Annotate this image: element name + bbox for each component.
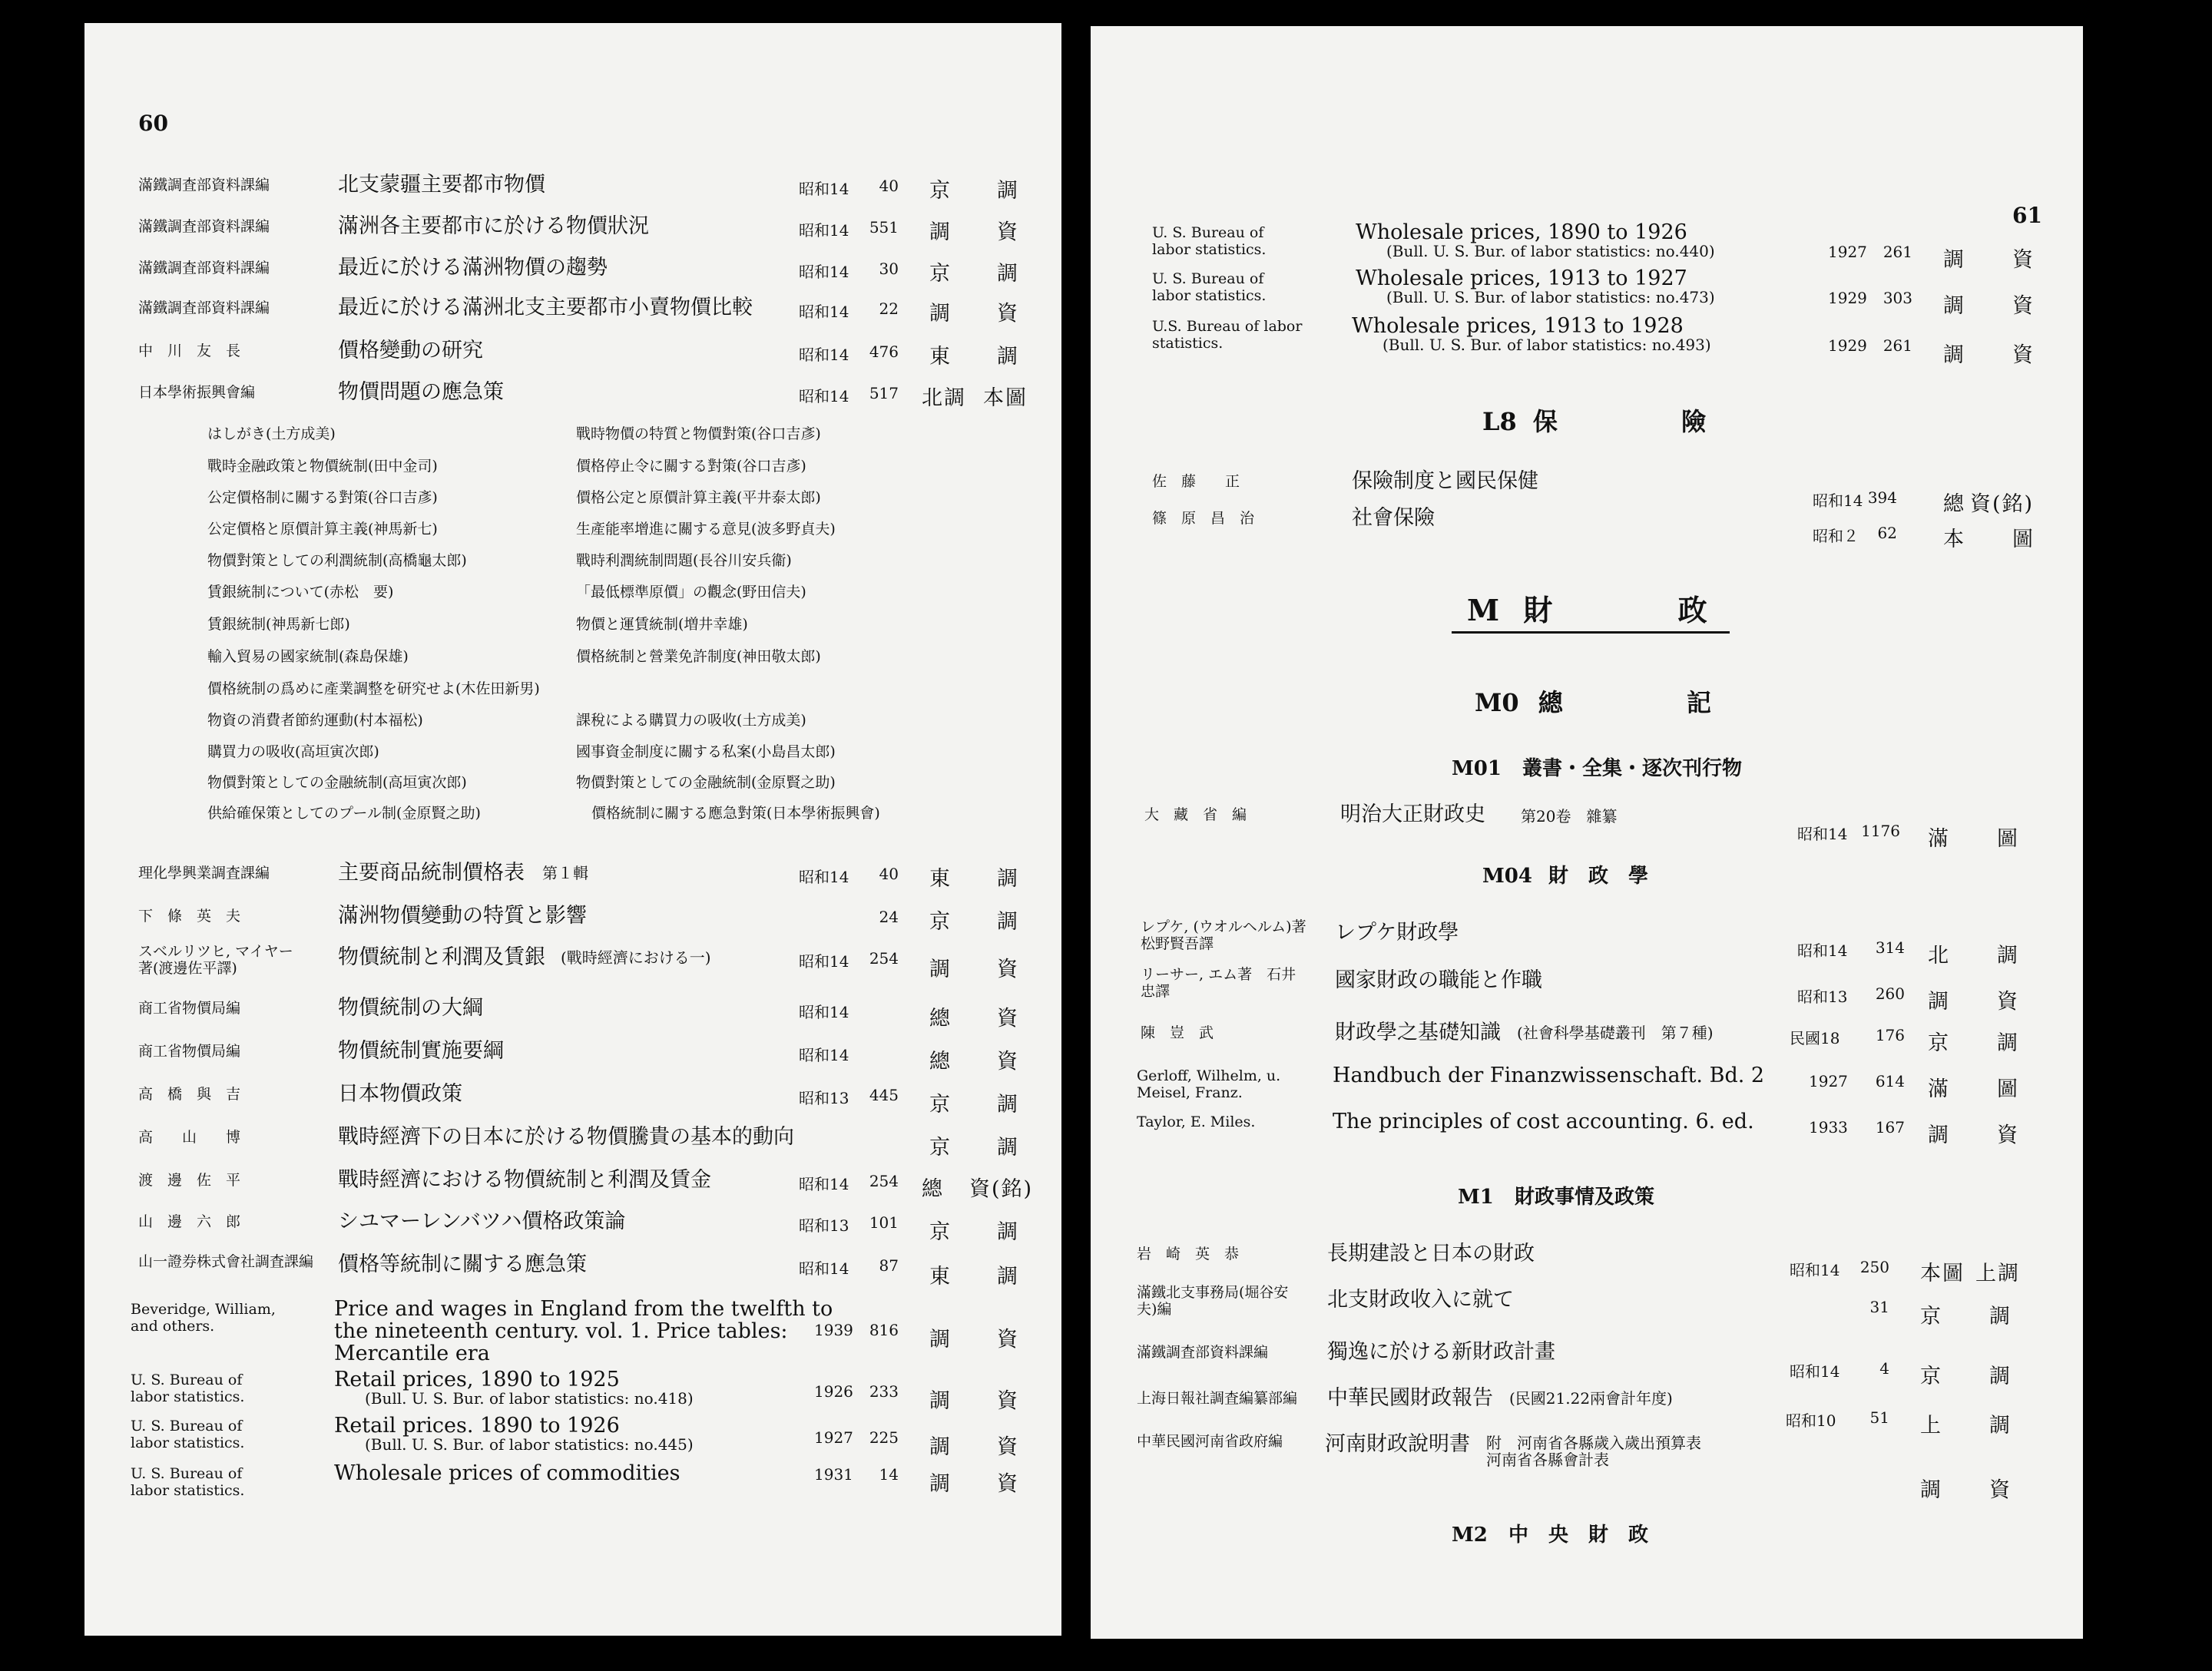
entry-library: 資 (997, 302, 1019, 326)
entry-library: 調 (1997, 944, 2019, 968)
entry-author: 滿鐵調査部資料課編 (138, 299, 270, 316)
entry-title: 戰時經濟下の日本に於ける物價騰貴の基本的動向 (338, 1125, 794, 1149)
entry-library: 調 (997, 1136, 1019, 1160)
entry-library: 滿 (1928, 1077, 1950, 1101)
entry-library: 京 (929, 262, 952, 286)
entry-author: U. S. Bureau of labor statistics. (131, 1372, 245, 1405)
section-code: M2 (1452, 1524, 1488, 1547)
entry-pages: 816 (869, 1321, 899, 1339)
contents-item: 「最低標準原價」の觀念(野田信夫) (576, 584, 806, 601)
entry-library: 調 (1943, 294, 1965, 318)
entry-author: 佐 藤 正 (1152, 473, 1240, 490)
entry-library: 資 (1989, 1478, 2012, 1502)
entry-author: 商工省物價局編 (138, 1043, 241, 1060)
entry-title: 長期建設と日本の財政 (1327, 1242, 1535, 1266)
entry-title: 北支蒙疆主要都市物價 (338, 173, 545, 197)
entry-year: 昭和14 (1813, 491, 1863, 510)
entry-pages: 303 (1883, 289, 1912, 307)
entry-pages: 233 (869, 1382, 899, 1401)
entry-title: シユマーレンバツハ價格政策論 (338, 1209, 626, 1233)
section-code: M (1467, 593, 1500, 627)
contents-item: 物資の消費者節約運動(村本福松) (207, 712, 423, 729)
entry-series: (Bull. U. S. Bur. of labor statistics: no.418) (365, 1389, 694, 1408)
section-name: 財政事情及政策 (1514, 1186, 1654, 1209)
entry-year: 昭和14 (799, 221, 849, 240)
entry-title: The principles of cost accounting. 6. ed. (1333, 1110, 1754, 1133)
entry-library: 資 (997, 1050, 1019, 1074)
contents-item: 輸入貿易の國家統制(森島保雄) (207, 648, 409, 665)
entry-year: 1931 (814, 1465, 853, 1484)
entry-pages: 394 (1867, 488, 1897, 507)
contents-item: 物價對策としての金融統制(金原賢之助) (576, 774, 836, 791)
entry-library: 調 (1928, 1123, 1950, 1147)
contents-item: 公定價格制に關する對策(谷口吉彥) (207, 489, 438, 506)
entry-note: (戰時經濟における一) (561, 948, 711, 967)
entry-library: 資(銘) (969, 1177, 1034, 1201)
entry-library: 調 (1989, 1414, 2012, 1438)
entry-title: 價格等統制に關する應急策 (338, 1252, 587, 1276)
entry-library: 調 (1997, 1031, 2019, 1055)
entry-library: 調 (997, 910, 1019, 934)
entry-author: 大 藏 省 編 (1144, 806, 1247, 823)
entry-library: 本 (1943, 528, 1965, 551)
entry-year: 昭和14 (799, 1259, 849, 1278)
entry-year: 1933 (1809, 1118, 1848, 1137)
entry-library: 資 (997, 1435, 1019, 1459)
contents-item: 戰時利潤統制問題(長谷川安兵衞) (576, 552, 792, 569)
entry-library: 資 (997, 220, 1019, 244)
entry-year: 昭和14 (799, 952, 849, 971)
entry-title: 最近に於ける滿洲物價の趨勢 (338, 256, 608, 280)
entry-series: (Bull. U. S. Bur. of labor statistics: no.440) (1386, 242, 1715, 260)
contents-item: 價格公定と原價計算主義(平井泰太郎) (576, 489, 821, 506)
entry-year: 昭和14 (1790, 1362, 1840, 1381)
entry-library: 京 (929, 1093, 952, 1117)
entry-author: 滿鐵調査部資料課編 (138, 177, 270, 194)
entry-title: 中華民國財政報告 (1327, 1386, 1493, 1410)
entry-library: 京 (1928, 1031, 1950, 1055)
entry-year: 1927 (1828, 243, 1867, 261)
entry-title: 物價問題の應急策 (338, 380, 504, 404)
entry-note: 第20卷 雜纂 (1521, 807, 1618, 826)
entry-author: 陳 豈 武 (1141, 1024, 1214, 1041)
entry-pages: 62 (1877, 524, 1897, 542)
entry-pages: 31 (1869, 1298, 1889, 1316)
entry-author: U.S. Bureau of labor statistics. (1152, 318, 1303, 352)
entry-pages: 24 (879, 908, 899, 926)
entry-library: 東 (929, 345, 952, 369)
entry-year: 昭和14 (799, 1003, 849, 1021)
entry-library: 調 (1920, 1478, 1942, 1502)
entry-title: 價格變動の研究 (338, 339, 483, 362)
entry-year: 昭和14 (799, 346, 849, 364)
entry-library: 資 (2012, 248, 2035, 272)
entry-year: 1929 (1828, 289, 1867, 307)
entry-year: 昭和14 (1797, 825, 1848, 843)
entry-library: 東 (929, 1265, 952, 1289)
section-name: 保 (1532, 407, 1558, 436)
entry-pages: 517 (869, 384, 899, 402)
entry-title: 財政學之基礎知識 (1335, 1021, 1501, 1044)
contents-item: 戰時物價の特質と物價對策(谷口吉彥) (576, 425, 821, 442)
entry-library: 調 (1989, 1305, 2012, 1329)
entry-library: 調 (929, 302, 952, 326)
entry-title: 物價統制實施要綱 (338, 1039, 504, 1063)
entry-year: 昭和13 (799, 1216, 849, 1235)
entry-author: U. S. Bureau of labor statistics. (131, 1465, 245, 1499)
entry-library: 圖 (1997, 827, 2019, 851)
entry-library: 調 (929, 220, 952, 244)
entry-title: Wholesale prices of commodities (334, 1461, 680, 1485)
left-page (84, 23, 1061, 1636)
entry-note: 附 河南省各縣歲入歲出預算表 河南省各縣會計表 (1486, 1434, 1717, 1469)
entry-title: 主要商品統制價格表 (338, 861, 525, 885)
entry-library: 調 (1943, 248, 1965, 272)
entry-year: 民國18 (1790, 1029, 1840, 1047)
section-name: 政 (1677, 593, 1707, 627)
entry-title: 北支財政收入に就て (1327, 1288, 1514, 1312)
contents-item: 生產能率增進に關する意見(波多野貞夫) (576, 521, 836, 538)
entry-author: 理化學興業調査課編 (138, 865, 270, 882)
section-heading-m04 (1482, 860, 1648, 888)
entry-library: 調 (997, 1093, 1019, 1117)
section-name: 叢書・全集・逐次刊行物 (1522, 757, 1743, 780)
entry-title: Retail prices. 1890 to 1926 (334, 1414, 620, 1438)
page-number: 61 (2012, 203, 2042, 228)
entry-pages: 225 (869, 1428, 899, 1447)
contents-item: 國事資金制度に關する私案(小島昌太郎) (576, 743, 836, 760)
entry-year: 昭和14 (799, 180, 849, 198)
entry-year: 昭和２ (1813, 527, 1859, 545)
entry-title: Wholesale prices, 1890 to 1926 (1356, 220, 1687, 244)
entry-title: レプケ財政學 (1335, 921, 1459, 945)
entry-year: 昭和14 (799, 263, 849, 281)
entry-year: 1926 (814, 1382, 853, 1401)
heading-underline (1452, 631, 1730, 634)
entry-library: 資 (997, 958, 1019, 981)
entry-title: 國家財政の職能と作職 (1335, 968, 1542, 992)
entry-title: 戰時經濟における物價統制と利潤及賃金 (338, 1168, 711, 1192)
entry-library: 資 (2012, 343, 2035, 367)
entry-title: Retail prices, 1890 to 1925 (334, 1368, 620, 1391)
entry-library: 總 (922, 1177, 944, 1201)
entry-author: 岩 崎 英 恭 (1137, 1246, 1240, 1262)
entry-pages: 260 (1875, 984, 1905, 1003)
entry-title: Wholesale prices, 1913 to 1927 (1356, 266, 1687, 290)
entry-library: 資 (997, 1007, 1019, 1031)
entry-library: 京 (929, 179, 952, 203)
entry-title: 物價統制と利潤及賃銀 (338, 945, 545, 969)
entry-author: 日本學術振興會編 (138, 384, 256, 401)
entry-library: 北 (1928, 944, 1950, 968)
section-name: 財 (1523, 593, 1553, 627)
entry-library: 本圖 (1920, 1262, 1965, 1286)
entry-title: 滿洲各主要都市に於ける物價狀況 (338, 214, 649, 238)
page-number: 60 (138, 111, 168, 136)
entry-title: Handbuch der Finanzwissenschaft. Bd. 2 (1333, 1064, 1765, 1087)
entry-library: 調 (997, 345, 1019, 369)
entry-library: 京 (929, 1220, 952, 1244)
entry-year: 昭和14 (799, 868, 849, 886)
contents-item: 購買力の吸收(高垣寅次郎) (207, 743, 379, 760)
section-code: M0 (1475, 688, 1519, 717)
entry-author: 渡 邊 佐 平 (138, 1172, 241, 1189)
entry-library: 調 (929, 1472, 952, 1496)
contents-item: 賃銀統制(神馬新七郎) (207, 616, 350, 633)
entry-year: 昭和14 (799, 303, 849, 321)
entry-library: 資 (2012, 294, 2035, 318)
entry-pages: 254 (869, 1172, 899, 1190)
entry-pages: 40 (879, 177, 899, 195)
entry-library: 圖 (2012, 528, 2035, 551)
contents-item: 賃銀統制について(赤松 要) (207, 584, 394, 601)
entry-library: 資 (997, 1389, 1019, 1413)
entry-library: 本圖 (983, 386, 1028, 410)
entry-library: 總 (929, 1007, 952, 1031)
entry-pages: 445 (869, 1086, 899, 1104)
contents-item: はしがき(土方成美) (207, 425, 336, 442)
entry-library: 調 (1943, 343, 1965, 367)
entry-series: (Bull. U. S. Bur. of labor statistics: no.493) (1382, 336, 1711, 354)
entry-author: リーサー, エム著 石井忠譯 (1141, 966, 1296, 1000)
entry-year: 昭和13 (799, 1089, 849, 1107)
entry-title: 物價統制の大綱 (338, 996, 483, 1020)
entry-library: 調 (929, 1389, 952, 1413)
entry-author: Beveridge, William, and others. (131, 1301, 276, 1335)
entry-year: 1929 (1828, 336, 1867, 355)
entry-year: 1939 (814, 1321, 853, 1339)
entry-year: 昭和10 (1786, 1411, 1836, 1430)
contents-item: 物價對策としての利潤統制(高橋龜太郎) (207, 552, 467, 569)
entry-library: 調 (997, 179, 1019, 203)
entry-pages: 101 (869, 1213, 899, 1232)
entry-author: U. S. Bureau of labor statistics. (1152, 270, 1267, 304)
section-code: L8 (1482, 407, 1517, 436)
entry-library: 調 (929, 958, 952, 981)
entry-library: 調 (929, 1328, 952, 1352)
entry-pages: 4 (1879, 1359, 1889, 1378)
entry-author: Taylor, E. Miles. (1137, 1113, 1256, 1130)
entry-library: 東 (929, 867, 952, 891)
entry-author: スベルリツヒ, マイヤー著(渡邊佐平譯) (138, 943, 293, 977)
entry-pages: 87 (879, 1256, 899, 1275)
entry-author: 高 山 博 (138, 1129, 241, 1146)
entry-year: 昭和14 (799, 1046, 849, 1064)
entry-pages: 22 (879, 299, 899, 318)
section-heading-m1 (1458, 1181, 1654, 1209)
entry-pages: 176 (1875, 1026, 1905, 1044)
entry-library: 調 (1928, 990, 1950, 1014)
contents-item: 價格統制に關する應急對策(日本學術振興會) (591, 805, 880, 822)
contents-item: 課稅による購買力の吸收(土方成美) (576, 712, 806, 729)
entry-library: 資(銘) (1970, 492, 2035, 516)
entry-year: 1927 (814, 1428, 853, 1447)
entry-title: Wholesale prices, 1913 to 1928 (1352, 314, 1684, 338)
entry-library: 調 (997, 1265, 1019, 1289)
entry-library: 調 (1989, 1365, 2012, 1388)
entry-title: 河南財政說明書 (1325, 1432, 1470, 1456)
entry-library: 上 (1920, 1414, 1942, 1438)
entry-library: 調 (997, 262, 1019, 286)
section-heading-l8 (1482, 402, 1706, 438)
entry-library: 京 (929, 910, 952, 934)
entry-author: 篠 原 昌 治 (1152, 510, 1255, 527)
section-name: 財 政 學 (1548, 865, 1649, 888)
entry-pages: 261 (1883, 243, 1912, 261)
section-heading-m (1467, 587, 1707, 629)
section-name: 險 (1681, 407, 1707, 436)
entry-author: 山一證券株式會社調査課編 (138, 1253, 314, 1270)
entry-pages: 14 (879, 1465, 899, 1484)
entry-title: 日本物價政策 (338, 1082, 462, 1106)
entry-pages: 614 (1875, 1072, 1905, 1090)
entry-year: 昭和14 (1790, 1261, 1840, 1279)
entry-title: 社會保險 (1352, 506, 1435, 530)
entry-library: 滿 (1928, 827, 1950, 851)
contents-item: 價格統制と營業免許制度(神田敬太郎) (576, 648, 821, 665)
contents-item: 戰時金融政策と物價統制(田中金司) (207, 458, 438, 475)
entry-author: 中華民國河南省政府編 (1137, 1433, 1283, 1450)
entry-library: 北調 (922, 386, 966, 410)
section-code: M1 (1458, 1186, 1494, 1209)
entry-note: 第１輯 (542, 864, 588, 882)
section-name: 記 (1686, 688, 1711, 717)
entry-pages: 250 (1859, 1258, 1889, 1276)
contents-item: 供給確保策としてのプール制(金原賢之助) (207, 805, 481, 822)
section-name: 總 (1538, 688, 1563, 717)
contents-item: 價格停止令に關する對策(谷口吉彥) (576, 458, 806, 475)
entry-pages: 30 (879, 260, 899, 278)
entry-year: 昭和14 (799, 387, 849, 405)
entry-author: 商工省物價局編 (138, 1000, 241, 1017)
entry-title: 明治大正財政史 (1340, 802, 1485, 826)
contents-item: 公定價格と原價計算主義(神馬新七) (207, 521, 438, 538)
section-name: 中 央 財 政 (1508, 1524, 1648, 1547)
section-heading-m0 (1475, 683, 1711, 719)
entry-library: 資 (1997, 990, 2019, 1014)
entry-title: 獨逸に於ける新財政計畫 (1327, 1340, 1555, 1364)
entry-series: (Bull. U. S. Bur. of labor statistics: no.473) (1386, 288, 1715, 306)
entry-library: 上調 (1975, 1262, 2020, 1286)
entry-author: U. S. Bureau of labor statistics. (131, 1418, 245, 1451)
entry-title: 滿洲物價變動の特質と影響 (338, 904, 587, 928)
contents-item: 物價對策としての金融統制(高垣寅次郎) (207, 774, 467, 791)
entry-title: Price and wages in England from the twelfth to the nineteenth century. vol. 1. Price tables: Mercantile era (334, 1297, 833, 1365)
entry-note: (社會科學基礎叢刊 第７種) (1517, 1024, 1714, 1042)
entry-pages: 1176 (1861, 822, 1900, 840)
entry-author: Gerloff, Wilhelm, u. Meisel, Franz. (1137, 1067, 1281, 1101)
entry-author: U. S. Bureau of labor statistics. (1152, 224, 1267, 258)
right-page (1091, 26, 2083, 1639)
entry-pages: 314 (1875, 938, 1905, 957)
entry-library: 京 (1920, 1365, 1942, 1388)
entry-library: 調 (997, 867, 1019, 891)
entry-author: 上海日報社調査編纂部編 (1137, 1390, 1298, 1407)
entry-title: 保險制度と國民保健 (1352, 469, 1538, 493)
entry-author: 滿鐵北支事務局(堀谷安夫)編 (1137, 1284, 1289, 1318)
entry-pages: 551 (869, 218, 899, 237)
entry-library: 京 (929, 1136, 952, 1160)
entry-pages: 40 (879, 865, 899, 883)
entry-year: 昭和14 (799, 1175, 849, 1193)
entry-author: レプケ, (ウオルヘルム)著 松野賢吾譯 (1141, 918, 1321, 952)
entry-year: 昭和13 (1797, 988, 1848, 1006)
entry-pages: 167 (1875, 1118, 1905, 1137)
entry-series: (Bull. U. S. Bur. of labor statistics: no.445) (365, 1435, 694, 1454)
entry-library: 調 (997, 1220, 1019, 1244)
entry-library: 資 (997, 1472, 1019, 1496)
entry-author: 山 邊 六 郎 (138, 1213, 241, 1230)
entry-pages: 476 (869, 342, 899, 361)
entry-author: 中 川 友 長 (138, 342, 241, 359)
entry-year: 昭和14 (1797, 941, 1848, 960)
entry-pages: 261 (1883, 336, 1912, 355)
entry-pages: 254 (869, 949, 899, 968)
entry-author: 滿鐵調査部資料課編 (138, 218, 270, 235)
contents-item: 價格統制の爲めに產業調整を研究せよ(木佐田新男) (207, 680, 540, 697)
entry-note: (民國21.22兩會計年度) (1509, 1389, 1673, 1408)
entry-author: 下 條 英 夫 (138, 908, 241, 925)
entry-author: 滿鐵調査部資料課編 (138, 260, 270, 276)
section-code: M01 (1452, 757, 1502, 780)
section-heading-m2 (1452, 1519, 1648, 1547)
entry-year: 1927 (1809, 1072, 1848, 1090)
entry-library: 京 (1920, 1305, 1942, 1329)
contents-item: 物價と運賃統制(増井幸雄) (576, 616, 748, 633)
entry-library: 總 (1943, 492, 1965, 516)
entry-library: 總 (929, 1050, 952, 1074)
entry-author: 滿鐵調査部資料課編 (1137, 1344, 1269, 1361)
entry-title: 最近に於ける滿洲北支主要都市小賣物價比較 (338, 296, 753, 319)
entry-library: 資 (997, 1328, 1019, 1352)
section-heading-m01 (1452, 753, 1742, 781)
entry-library: 調 (929, 1435, 952, 1459)
entry-library: 圖 (1997, 1077, 2019, 1101)
section-code: M04 (1482, 865, 1532, 888)
entry-author: 高 橋 與 吉 (138, 1086, 241, 1103)
entry-library: 資 (1997, 1123, 2019, 1147)
entry-pages: 51 (1869, 1408, 1889, 1427)
